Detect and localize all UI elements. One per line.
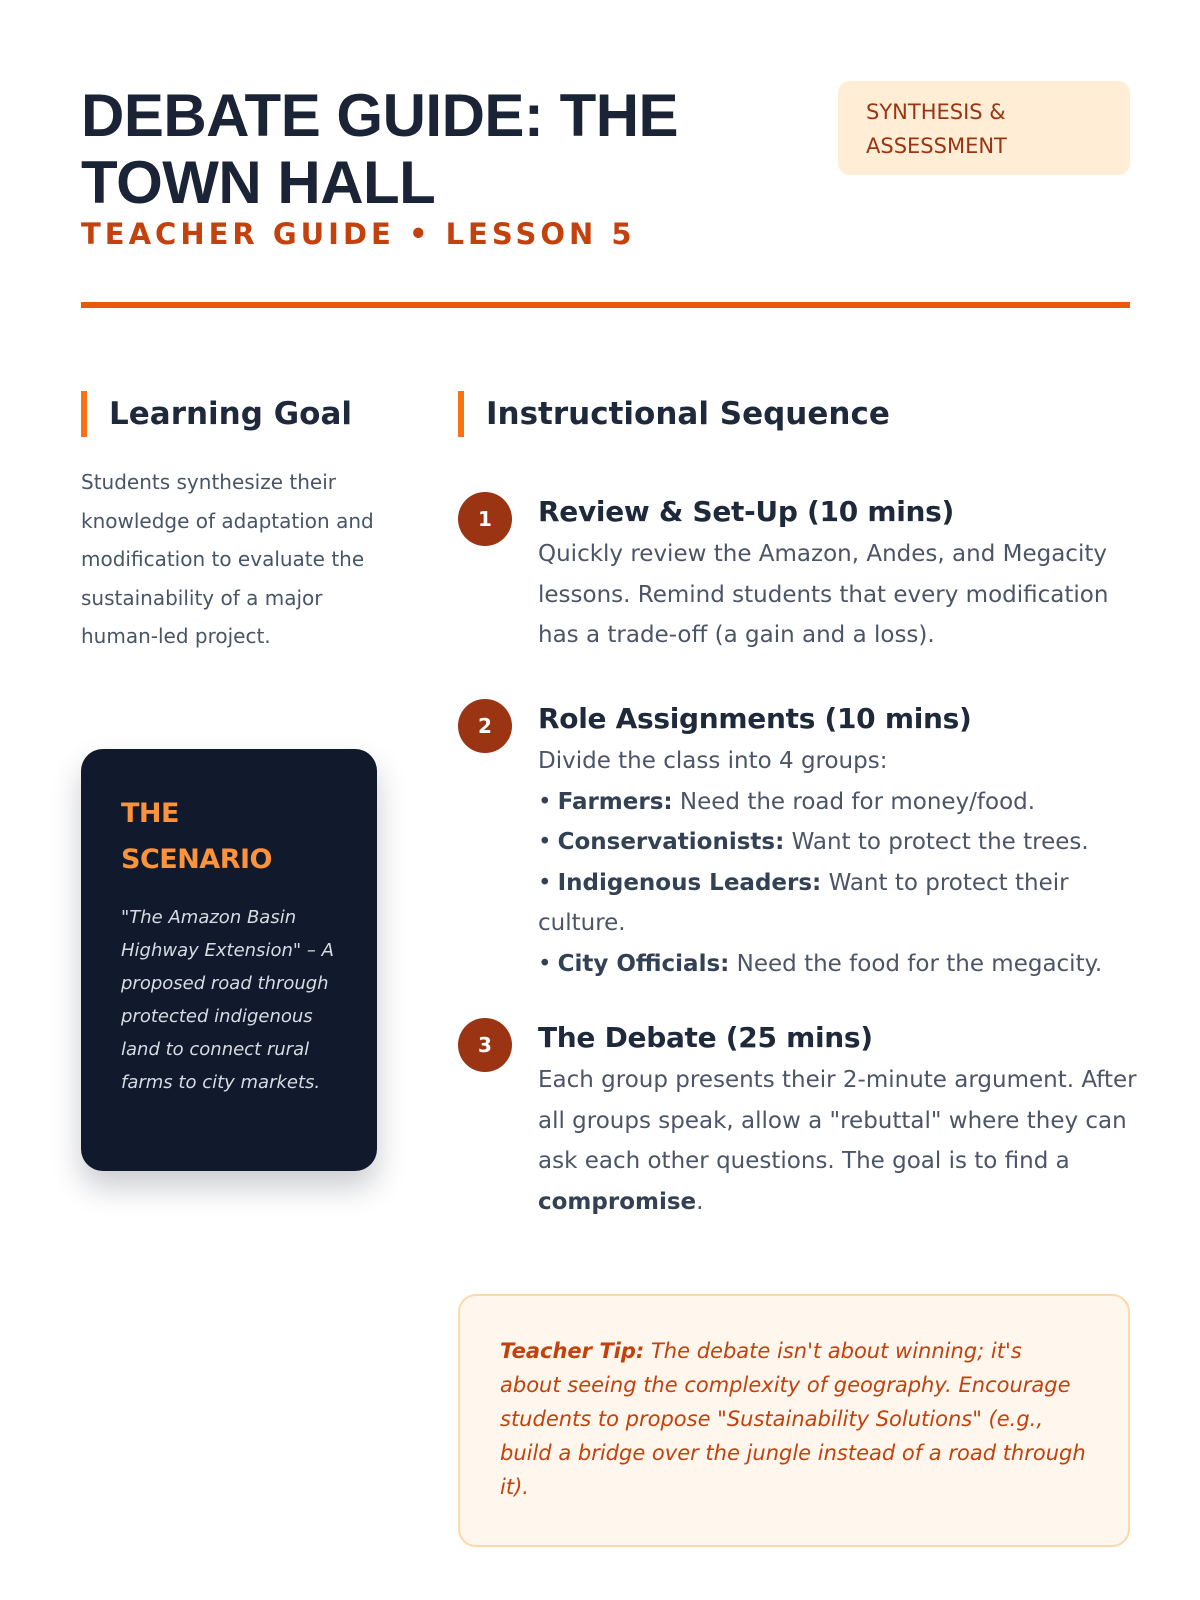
scenario-card: [81, 749, 377, 1171]
header-divider: [81, 302, 1130, 308]
learning-goal-text: Students synthesize their knowledge of adaptation and modification to evaluate the sustainability of a major human-led project.: [81, 470, 374, 648]
step-number-badge: 1: [458, 492, 512, 546]
step-intro: Divide the class into 4 groups:: [538, 748, 888, 774]
bullet-icon: •: [538, 788, 552, 815]
teacher-tip-text: The debate isn't about winning; it's about seeing the complexity of geography. Encourage students to propose "Sustainability Solutions" (e.g., build a bridge over the jungle instead of a road through it).: [500, 1339, 1086, 1499]
scenario-title: THE SCENARIO: [121, 798, 272, 875]
role-list: [538, 782, 1138, 985]
role-name: Indigenous Leaders:: [557, 869, 822, 896]
category-badge: SYNTHESIS & ASSESSMENT: [838, 81, 1130, 175]
step-title: Review & Set-Up (10 mins): [538, 495, 955, 528]
step-number-badge: 2: [458, 699, 512, 753]
lesson-page: [81, 0, 1137, 1600]
role-desc: Need the food for the megacity.: [736, 950, 1103, 977]
role-item: [538, 863, 1138, 944]
role-desc: Need the road for money/food.: [679, 788, 1036, 815]
teacher-tip-label: Teacher Tip:: [500, 1339, 645, 1363]
role-item: [538, 782, 1138, 823]
learning-goal-heading: Learning Goal: [81, 391, 421, 437]
step-text: [538, 1060, 1138, 1222]
role-desc: Want to protect their culture.: [538, 869, 1069, 936]
role-item: [538, 944, 1138, 985]
instructional-sequence-heading: Instructional Sequence: [458, 391, 1130, 437]
step-body: [538, 699, 1138, 984]
step-text: Quickly review the Amazon, Andes, and Megacity lessons. Remind students that every modification has a trade-off (a gain and a loss).: [538, 541, 1109, 648]
role-name: Conservationists:: [557, 829, 785, 855]
page-title: DEBATE GUIDE: THE TOWN HALL: [81, 82, 679, 216]
role-name: City Officials:: [557, 950, 730, 977]
step-body: [538, 1018, 1138, 1222]
teacher-tip-box: [458, 1294, 1130, 1547]
bullet-icon: •: [538, 950, 552, 977]
role-desc: Want to protect the trees.: [791, 829, 1089, 855]
step-number-badge: 3: [458, 1018, 512, 1072]
role-name: Farmers:: [557, 788, 673, 815]
step-title: The Debate (25 mins): [538, 1021, 873, 1054]
bullet-icon: •: [538, 869, 552, 896]
scenario-text: "The Amazon Basin Highway Extension" – A proposed road through protected indigenous land to connect rural farms to city markets.: [121, 907, 334, 1093]
step-text-end: .: [696, 1188, 704, 1215]
step-title: Role Assignments (10 mins): [538, 702, 972, 735]
step-body: [538, 492, 1138, 656]
page-subtitle: TEACHER GUIDE • LESSON 5: [81, 217, 636, 251]
step-text-emphasis: compromise: [538, 1188, 697, 1215]
role-item: [538, 822, 1138, 863]
step-text-main: Each group presents their 2-minute argument. After all groups speak, allow a "rebuttal" where they can ask each other questions. The goal is to find a: [538, 1067, 1137, 1174]
bullet-icon: •: [538, 829, 552, 855]
